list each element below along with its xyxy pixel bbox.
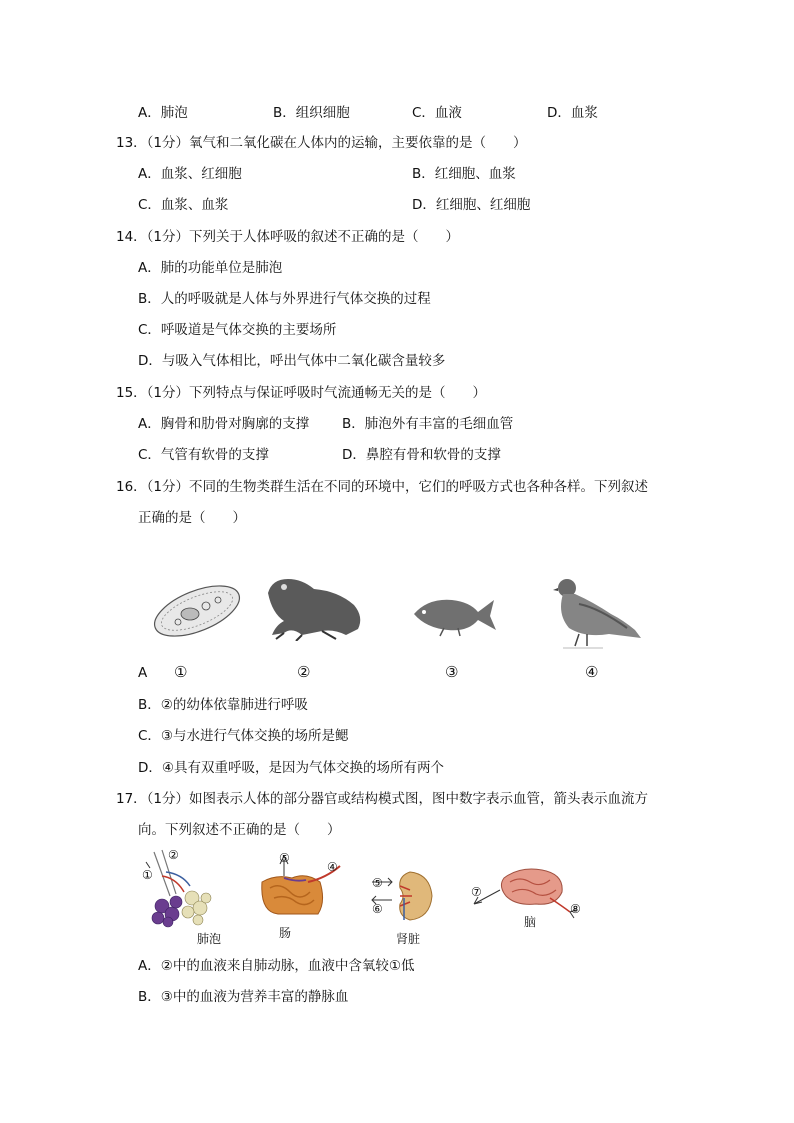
q13-option-d: D．红细胞、红细胞 — [412, 197, 531, 213]
q17-mark-7: ⑦ — [471, 885, 482, 899]
q16-option-d: D．④具有双重呼吸，是因为气体交换的场所有两个 — [138, 760, 444, 776]
q12-option-d: D．血浆 — [547, 105, 598, 121]
q16-option-b: B．②的幼体依靠肺进行呼吸 — [138, 697, 308, 713]
alveoli-illustration — [140, 848, 230, 928]
q14-option-b: B．人的呼吸就是人体与外界进行气体交换的过程 — [138, 291, 431, 307]
q17-stem-line2: 向。下列叙述不正确的是（ ） — [138, 822, 341, 838]
q13-option-a: A．血浆、红细胞 — [138, 166, 242, 182]
q16-option-a-prefix: A — [138, 665, 148, 681]
q17-mark-6: ⑥ — [372, 902, 383, 916]
q16-option-c: C．③与水进行气体交换的场所是鳃 — [138, 728, 349, 744]
q17-label-intestine: 肠 — [279, 926, 292, 940]
q17-mark-8: ⑧ — [570, 902, 581, 916]
q15-stem: 15．（1分）下列特点与保证呼吸时气流通畅无关的是（ ） — [116, 385, 487, 401]
q17-mark-4: ④ — [327, 860, 338, 874]
paramecium-illustration — [150, 580, 245, 642]
q13-option-b: B．红细胞、血浆 — [412, 166, 516, 182]
q15-option-b: B．肺泡外有丰富的毛细血管 — [342, 416, 514, 432]
q17-stem-line1: 17．（1分）如图表示人体的部分器官或结构模式图，图中数字表示血管，箭头表示血流方 — [116, 791, 649, 807]
q13-option-c: C．血浆、血浆 — [138, 197, 229, 213]
q15-option-a: A．胸骨和肋骨对胸廓的支撑 — [138, 416, 310, 432]
q16-figure-label-3: ③ — [445, 663, 459, 681]
q17-mark-5b: ⑤ — [372, 876, 383, 890]
fish-illustration — [408, 592, 498, 638]
pigeon-illustration — [553, 574, 647, 650]
q14-option-d: D．与吸入气体相比，呼出气体中二氧化碳含量较多 — [138, 353, 446, 369]
q16-figure-label-4: ④ — [585, 663, 599, 681]
q14-option-c: C．呼吸道是气体交换的主要场所 — [138, 322, 337, 338]
q17-option-a: A．②中的血液来自肺动脉，血液中含氧较①低 — [138, 958, 415, 974]
q12-option-c: C．血液 — [412, 105, 462, 121]
q17-mark-2: ② — [168, 848, 179, 862]
q13-stem: 13．（1分）氧气和二氧化碳在人体内的运输，主要依靠的是（ ） — [116, 135, 527, 151]
q16-stem-line1: 16．（1分）不同的生物类群生活在不同的环境中，它们的呼吸方式也各种各样。下列叙述 — [116, 479, 649, 495]
q17-label-alveoli: 肺泡 — [197, 932, 222, 946]
frog-illustration — [262, 573, 366, 641]
q15-option-d: D．鼻腔有骨和软骨的支撑 — [342, 447, 501, 463]
q17-option-b: B．③中的血液为营养丰富的静脉血 — [138, 989, 349, 1005]
q17-mark-1: ① — [142, 868, 153, 882]
q17-label-brain: 脑 — [524, 915, 537, 929]
q12-option-a: A．肺泡 — [138, 105, 188, 121]
q17-label-kidney: 肾脏 — [396, 932, 421, 946]
q16-figure-label-1: ① — [174, 663, 188, 681]
q14-option-a: A．肺的功能单位是肺泡 — [138, 260, 283, 276]
q15-option-c: C．气管有软骨的支撑 — [138, 447, 269, 463]
q14-stem: 14．（1分）下列关于人体呼吸的叙述不正确的是（ ） — [116, 229, 460, 245]
q16-stem-line2: 正确的是（ ） — [138, 510, 246, 526]
q16-figure-label-2: ② — [297, 663, 311, 681]
q12-option-b: B．组织细胞 — [273, 105, 350, 121]
q17-mark-5a: ⑤ — [279, 851, 290, 865]
